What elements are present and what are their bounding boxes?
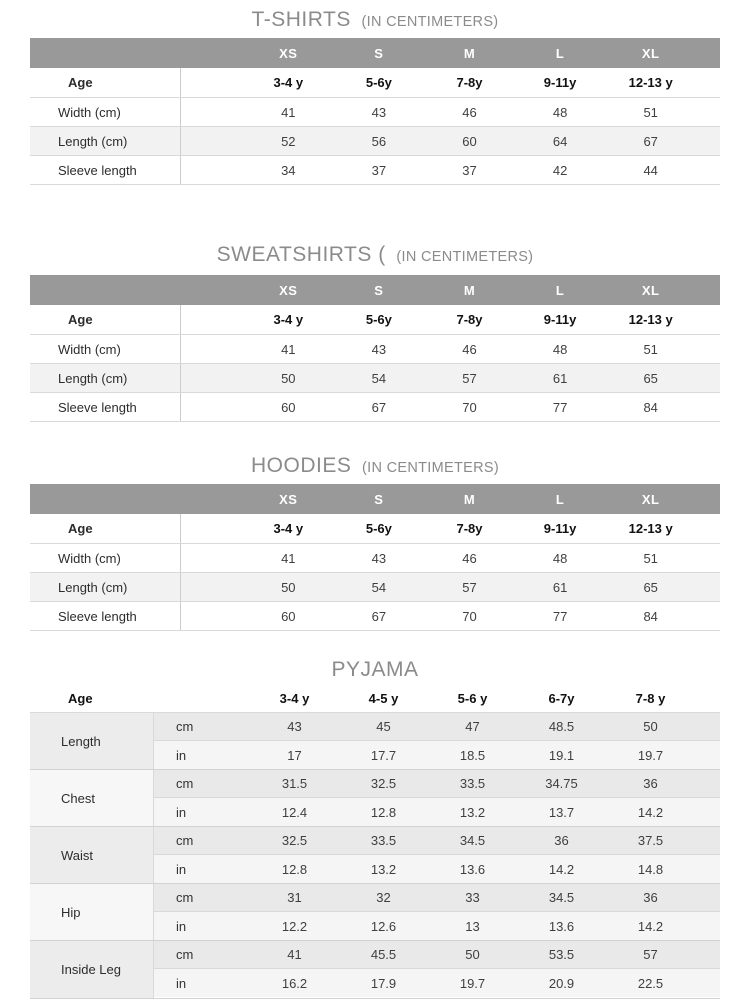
sweatshirts-size-header-row <box>30 275 720 305</box>
pyjama-value-cell: 50 <box>643 719 658 734</box>
measure-value-cell: 56 <box>371 133 387 149</box>
sweatshirts-title-sub: (IN CENTIMETERS) <box>396 249 534 265</box>
pyjama-value-cell: 36 <box>643 776 658 791</box>
pyjama-measure-group <box>30 941 720 998</box>
pyjama-measure-group <box>30 770 720 827</box>
pyjama-value-cell: 13.7 <box>548 804 575 820</box>
size-header-cell: L <box>555 491 565 507</box>
age-value-cell: 5-6 y <box>457 690 488 706</box>
pyjama-value-cell: 43 <box>287 719 302 734</box>
sweatshirts-size-header-cells <box>180 275 720 305</box>
pyjama-value-cell: 57 <box>643 947 658 962</box>
unit-label-cm: cm <box>176 776 194 791</box>
sweatshirts-title-main: SWEATSHIRTS ( <box>216 243 386 266</box>
hoodies-title <box>0 451 750 479</box>
pyjama-title <box>0 655 750 683</box>
measure-value-cell: 70 <box>462 399 477 415</box>
age-value-cell: 12-13 y <box>628 521 673 536</box>
pyjama-value-cell: 13 <box>465 918 480 934</box>
measure-label: Sleeve length <box>58 399 137 415</box>
pyjama-value-cell: 33.5 <box>370 833 397 848</box>
measure-value-cell: 48 <box>552 550 568 566</box>
measure-row <box>30 156 720 185</box>
tshirts-title-main: T-SHIRTS <box>251 8 351 31</box>
measure-value-cell: 43 <box>371 104 387 120</box>
measure-value-cell: 54 <box>371 579 387 595</box>
measure-row <box>30 335 720 364</box>
measure-value-cell: 41 <box>281 550 296 566</box>
measure-values <box>180 393 720 421</box>
measure-row <box>30 98 720 127</box>
age-value-cell: 7-8y <box>456 75 483 90</box>
hoodies-measure-rows <box>30 544 720 631</box>
pyjama-measure-group <box>30 884 720 941</box>
size-header-cell: S <box>374 45 384 61</box>
pyjama-value-cell: 12.2 <box>281 918 308 934</box>
pyjama-value-cell: 37.5 <box>637 833 664 848</box>
pyjama-cm-row <box>154 713 720 741</box>
age-value-cell: 9-11y <box>543 75 577 90</box>
age-label: Age <box>68 312 93 327</box>
tshirts-title-sub: (IN CENTIMETERS) <box>361 14 499 30</box>
pyjama-group-label: Chest <box>30 770 154 826</box>
sweatshirts-title <box>0 240 750 268</box>
pyjama-in-row <box>154 855 720 883</box>
pyjama-value-cell: 16.2 <box>281 975 308 991</box>
measure-value-cell: 46 <box>462 341 477 357</box>
size-header-cell: L <box>555 282 565 298</box>
size-header-cell: XS <box>279 45 298 61</box>
size-header-cell: M <box>463 491 476 507</box>
pyjama-value-cell: 14.2 <box>637 918 664 934</box>
measure-label: Sleeve length <box>58 162 137 178</box>
measure-value-cell: 34 <box>281 162 296 178</box>
tshirts-age-cells <box>180 68 720 97</box>
pyjama-value-cell: 33 <box>465 890 480 905</box>
pyjama-group-rows <box>154 827 720 883</box>
pyjama-value-cell: 12.6 <box>370 918 397 934</box>
unit-label-in: in <box>176 747 187 763</box>
measure-value-cell: 41 <box>281 341 296 357</box>
size-header-cell: XL <box>641 45 660 61</box>
pyjama-value-cell: 32.5 <box>281 833 308 848</box>
measure-value-cell: 67 <box>371 399 387 415</box>
pyjama-title-main: PYJAMA <box>331 658 419 681</box>
measure-row <box>30 127 720 156</box>
pyjama-age-row <box>30 684 720 712</box>
unit-label-cm: cm <box>176 947 194 962</box>
pyjama-groups <box>30 712 720 999</box>
pyjama-group-rows <box>154 941 720 998</box>
unit-label-in: in <box>176 975 187 991</box>
sweatshirts-measure-rows <box>30 335 720 422</box>
hoodies-title-sub: (IN CENTIMETERS) <box>362 460 499 476</box>
measure-value-cell: 60 <box>281 608 296 624</box>
pyjama-value-cell: 53.5 <box>548 947 575 962</box>
pyjama-in-row <box>154 969 720 997</box>
unit-label-cm: cm <box>176 719 194 734</box>
pyjama-measure-group <box>30 827 720 884</box>
pyjama-value-cell: 18.5 <box>459 747 486 763</box>
measure-value-cell: 84 <box>643 608 658 624</box>
age-label: Age <box>68 521 93 536</box>
size-header-cell: XS <box>279 282 298 298</box>
pyjama-value-cell: 22.5 <box>637 975 664 991</box>
measure-label: Length (cm) <box>58 133 128 149</box>
size-header-cell: XL <box>641 491 660 507</box>
measure-value-cell: 51 <box>643 104 658 120</box>
measure-value-cell: 51 <box>643 341 658 357</box>
pyjama-unit-spacer <box>154 684 250 712</box>
age-value-cell: 9-11y <box>543 521 577 536</box>
unit-label-cm: cm <box>176 833 194 848</box>
pyjama-value-cell: 13.6 <box>548 918 575 934</box>
pyjama-value-cell: 12.8 <box>281 861 308 877</box>
tshirts-measure-rows <box>30 98 720 185</box>
pyjama-cm-row <box>154 941 720 969</box>
measure-row <box>30 393 720 422</box>
age-value-cell: 3-4 y <box>273 75 304 90</box>
pyjama-group-label: Hip <box>30 884 154 940</box>
pyjama-cm-row <box>154 770 720 798</box>
age-value-cell: 9-11y <box>543 312 577 327</box>
measure-value-cell: 60 <box>281 399 296 415</box>
pyjama-value-cell: 14.2 <box>548 861 575 877</box>
pyjama-in-row <box>154 741 720 769</box>
measure-row <box>30 364 720 393</box>
measure-value-cell: 43 <box>371 341 387 357</box>
tshirts-size-header-row <box>30 38 720 68</box>
measure-value-cell: 61 <box>552 579 568 595</box>
age-label: Age <box>68 75 93 90</box>
measure-values <box>180 156 720 184</box>
measure-value-cell: 51 <box>643 550 658 566</box>
pyjama-value-cell: 36 <box>643 890 658 905</box>
unit-label-in: in <box>176 861 187 877</box>
size-header-cell: M <box>463 282 476 298</box>
pyjama-value-cell: 32 <box>376 890 391 905</box>
tshirts-age-row <box>30 68 720 98</box>
pyjama-value-cell: 17 <box>287 747 302 763</box>
measure-value-cell: 46 <box>462 104 477 120</box>
measure-value-cell: 57 <box>462 579 477 595</box>
age-value-cell: 7-8 y <box>635 690 666 706</box>
size-chart-page <box>0 5 750 1005</box>
measure-label: Width (cm) <box>58 550 121 566</box>
measure-values <box>180 127 720 155</box>
pyjama-value-cell: 34.75 <box>545 776 578 791</box>
pyjama-value-cell: 34.5 <box>548 890 575 905</box>
pyjama-value-cell: 20.9 <box>548 975 575 991</box>
tshirts-table <box>30 38 720 185</box>
age-value-cell: 3-4 y <box>273 521 304 536</box>
pyjama-value-cell: 50 <box>465 947 480 962</box>
pyjama-value-cell: 45.5 <box>370 947 397 962</box>
pyjama-value-cell: 31.5 <box>281 776 308 791</box>
size-header-cell: M <box>463 45 476 61</box>
pyjama-group-label: Length <box>30 713 154 769</box>
pyjama-value-cell: 31 <box>287 890 302 905</box>
measure-value-cell: 77 <box>552 399 568 415</box>
size-header-cell: S <box>374 282 384 298</box>
measure-values <box>180 335 720 363</box>
measure-value-cell: 67 <box>643 133 658 149</box>
measure-label: Width (cm) <box>58 341 121 357</box>
hoodies-size-header-row <box>30 484 720 514</box>
sweatshirts-header-empty-cell <box>30 275 180 305</box>
pyjama-group-rows <box>154 713 720 769</box>
age-value-cell: 12-13 y <box>628 312 673 327</box>
measure-values <box>180 544 720 572</box>
measure-values <box>180 602 720 630</box>
sweatshirts-table <box>30 275 720 422</box>
pyjama-value-cell: 41 <box>287 947 302 962</box>
age-value-cell: 7-8y <box>456 312 483 327</box>
measure-value-cell: 65 <box>643 579 658 595</box>
measure-value-cell: 77 <box>552 608 568 624</box>
measure-value-cell: 60 <box>462 133 477 149</box>
measure-value-cell: 50 <box>281 370 296 386</box>
measure-value-cell: 46 <box>462 550 477 566</box>
pyjama-cm-row <box>154 827 720 855</box>
hoodies-age-row <box>30 514 720 544</box>
measure-label: Width (cm) <box>58 104 121 120</box>
pyjama-value-cell: 17.9 <box>370 975 397 991</box>
pyjama-table <box>30 684 720 999</box>
pyjama-cm-row <box>154 884 720 912</box>
pyjama-group-rows <box>154 770 720 826</box>
pyjama-value-cell: 13.6 <box>459 861 486 877</box>
measure-value-cell: 48 <box>552 341 568 357</box>
size-header-cell: XS <box>279 491 298 507</box>
pyjama-value-cell: 13.2 <box>459 804 486 820</box>
pyjama-group-label: Waist <box>30 827 154 883</box>
measure-value-cell: 43 <box>371 550 387 566</box>
size-header-cell: S <box>374 491 384 507</box>
tshirts-title <box>0 5 750 33</box>
pyjama-value-cell: 48.5 <box>548 719 575 734</box>
measure-row <box>30 573 720 602</box>
pyjama-value-cell: 45 <box>376 719 391 734</box>
hoodies-title-main: HOODIES <box>251 454 352 477</box>
pyjama-in-row <box>154 912 720 940</box>
age-value-cell: 5-6y <box>365 75 392 90</box>
measure-value-cell: 37 <box>371 162 387 178</box>
pyjama-group-rows <box>154 884 720 940</box>
size-header-cell: XL <box>641 282 660 298</box>
sweatshirts-age-cells <box>180 305 720 334</box>
measure-label: Length (cm) <box>58 370 128 386</box>
pyjama-group-label: Inside Leg <box>30 941 154 998</box>
measure-value-cell: 37 <box>462 162 477 178</box>
measure-label: Length (cm) <box>58 579 128 595</box>
measure-value-cell: 61 <box>552 370 568 386</box>
pyjama-value-cell: 19.7 <box>637 747 664 763</box>
pyjama-age-cells <box>250 684 720 712</box>
hoodies-age-cells <box>180 514 720 543</box>
sweatshirts-age-row <box>30 305 720 335</box>
age-value-cell: 4-5 y <box>368 690 399 706</box>
measure-value-cell: 64 <box>552 133 568 149</box>
measure-value-cell: 50 <box>281 579 296 595</box>
pyjama-value-cell: 14.2 <box>637 804 664 820</box>
measure-value-cell: 57 <box>462 370 477 386</box>
pyjama-value-cell: 14.8 <box>637 861 664 877</box>
age-value-cell: 6-7y <box>548 690 575 706</box>
pyjama-value-cell: 36 <box>554 833 569 848</box>
pyjama-value-cell: 19.7 <box>459 975 486 991</box>
measure-value-cell: 48 <box>552 104 568 120</box>
unit-label-cm: cm <box>176 890 194 905</box>
pyjama-value-cell: 34.5 <box>459 833 486 848</box>
pyjama-value-cell: 17.7 <box>370 747 397 763</box>
age-value-cell: 3-4 y <box>273 312 304 327</box>
pyjama-in-row <box>154 798 720 826</box>
age-value-cell: 3-4 y <box>279 690 310 706</box>
pyjama-measure-group <box>30 713 720 770</box>
measure-value-cell: 84 <box>643 399 658 415</box>
size-header-cell: L <box>555 45 565 61</box>
measure-values <box>180 364 720 392</box>
age-value-cell: 7-8y <box>456 521 483 536</box>
unit-label-in: in <box>176 918 187 934</box>
pyjama-value-cell: 12.8 <box>370 804 397 820</box>
age-value-cell: 5-6y <box>365 521 392 536</box>
unit-label-in: in <box>176 804 187 820</box>
age-value-cell: 12-13 y <box>628 75 673 90</box>
hoodies-size-header-cells <box>180 484 720 514</box>
measure-value-cell: 41 <box>281 104 296 120</box>
measure-value-cell: 65 <box>643 370 658 386</box>
measure-row <box>30 544 720 573</box>
measure-value-cell: 67 <box>371 608 387 624</box>
pyjama-value-cell: 13.2 <box>370 861 397 877</box>
pyjama-age-label: Age <box>68 690 93 706</box>
hoodies-header-empty-cell <box>30 484 180 514</box>
measure-row <box>30 602 720 631</box>
pyjama-value-cell: 33.5 <box>459 776 486 791</box>
tshirts-size-header-cells <box>180 38 720 68</box>
measure-values <box>180 98 720 126</box>
pyjama-value-cell: 19.1 <box>548 747 575 763</box>
pyjama-value-cell: 32.5 <box>370 776 397 791</box>
pyjama-value-cell: 12.4 <box>281 804 308 820</box>
measure-values <box>180 573 720 601</box>
measure-value-cell: 44 <box>643 162 658 178</box>
measure-value-cell: 42 <box>552 162 568 178</box>
measure-value-cell: 54 <box>371 370 387 386</box>
hoodies-table <box>30 484 720 631</box>
pyjama-value-cell: 47 <box>465 719 480 734</box>
measure-label: Sleeve length <box>58 608 137 624</box>
age-value-cell: 5-6y <box>365 312 392 327</box>
measure-value-cell: 70 <box>462 608 477 624</box>
measure-value-cell: 52 <box>281 133 296 149</box>
tshirts-header-empty-cell <box>30 38 180 68</box>
